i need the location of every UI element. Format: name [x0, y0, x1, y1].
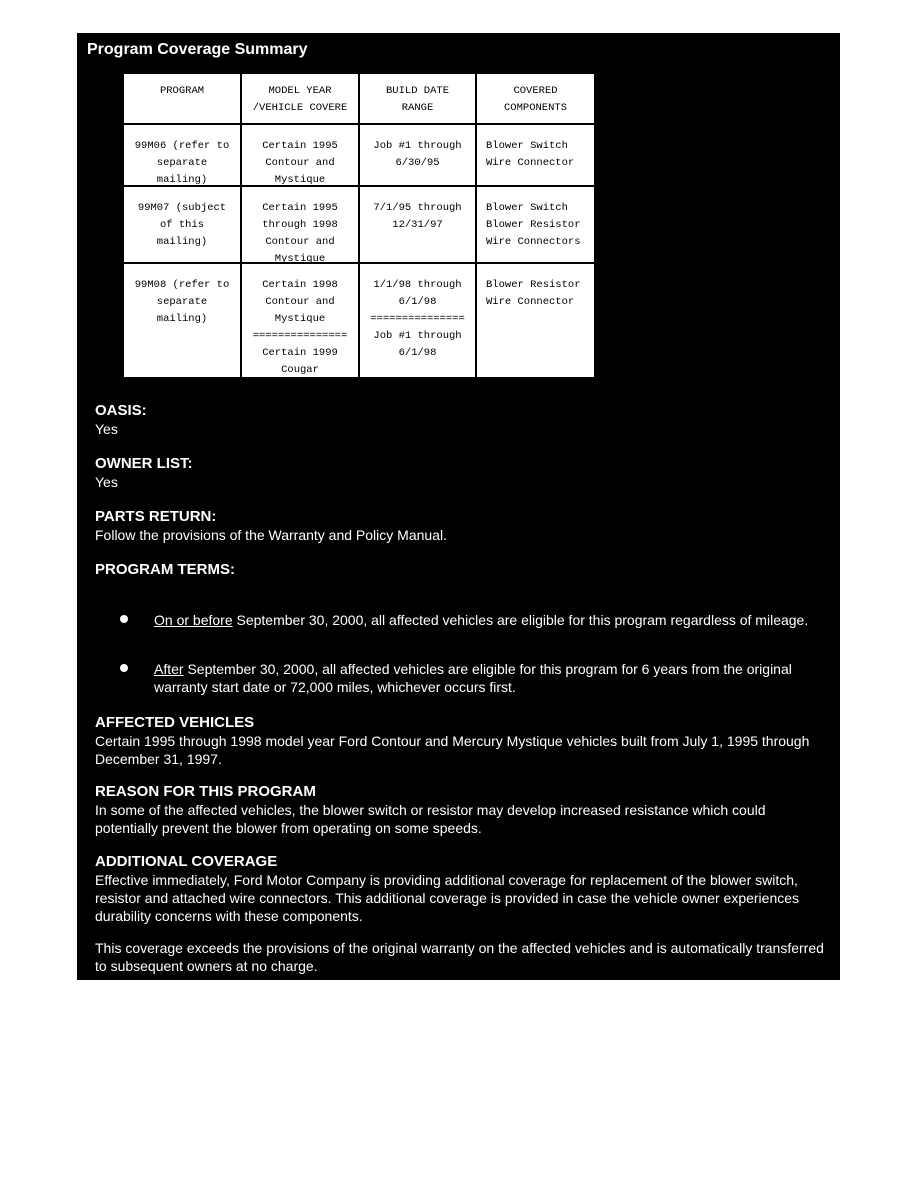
table-cell-program: [123, 186, 241, 263]
table-cell-line: Contour and: [265, 296, 335, 308]
parts-return-text: Follow the provisions of the Warranty and Policy Manual.: [95, 527, 447, 543]
table-cell-line: Certain 1995: [262, 202, 338, 214]
parts-return-heading: PARTS RETURN:: [95, 508, 217, 525]
table-cell-line: separate: [156, 296, 208, 308]
table-cell-line: 6/1/98: [398, 347, 437, 359]
table-cell-line: Blower Switch: [486, 140, 568, 152]
table-cell-line: BUILD DATE: [385, 85, 449, 97]
reason-section: [95, 783, 825, 837]
table-cell-line: COMPONENTS: [503, 102, 567, 114]
program-terms-heading: PROGRAM TERMS:: [95, 561, 235, 578]
terms-bullet-2: [154, 660, 834, 696]
table-cell-program: [123, 263, 241, 378]
table-cell-line: 99M07 (subject: [137, 202, 227, 214]
terms-bullet-1-lead: On or before: [154, 612, 233, 628]
table-cell-line: Blower Resistor: [486, 279, 581, 291]
table-cell-components: [476, 186, 595, 263]
terms-bullet-2-lead: After: [154, 661, 184, 677]
table-header-components: [476, 73, 595, 124]
table-cell-line: RANGE: [401, 102, 434, 114]
table-cell-line: mailing): [156, 313, 208, 325]
table-cell-line: Contour and: [265, 236, 335, 248]
table-cell-line: ===============: [370, 313, 465, 325]
table-cell-line: Contour and: [265, 157, 335, 169]
coverage-table: [123, 73, 595, 378]
affected-vehicles-heading: AFFECTED VEHICLES: [95, 714, 255, 731]
reason-heading: REASON FOR THIS PROGRAM: [95, 783, 316, 800]
table-cell-build-date: [359, 124, 476, 186]
table-cell-line: mailing): [156, 174, 208, 186]
table-cell-line: of this: [159, 219, 205, 231]
table-cell-line: PROGRAM: [159, 85, 205, 97]
table-cell-line: separate: [156, 157, 208, 169]
table-cell-line: COVERED: [513, 85, 558, 97]
table-cell-line: Wire Connector: [486, 157, 575, 169]
table-cell-model-year: [241, 263, 359, 378]
table-cell-line: 7/1/95 through: [373, 202, 462, 214]
table-cell-line: mailing): [156, 236, 208, 248]
table-cell-line: through 1998: [262, 219, 338, 231]
table-cell-line: 12/31/97: [392, 219, 443, 231]
terms-bullet-1-text: September 30, 2000, all affected vehicles are eligible for this program regardless of mileage.: [232, 612, 809, 628]
table-header-model-year: [241, 73, 359, 124]
owner-list-heading: OWNER LIST:: [95, 455, 193, 472]
table-cell-model-year: [241, 186, 359, 263]
page-title: Program Coverage Summary: [87, 41, 308, 58]
table-cell-build-date: [359, 263, 476, 378]
table-cell-line: 6/30/95: [395, 157, 440, 169]
table-cell-line: /VEHICLE COVERE: [252, 102, 348, 114]
table-cell-line: 6/1/98: [398, 296, 437, 308]
document-panel: [77, 33, 840, 980]
oasis-heading: OASIS:: [95, 402, 147, 419]
owner-list-value: Yes: [95, 474, 118, 490]
oasis-value: Yes: [95, 421, 118, 437]
table-cell-line: Mystique: [274, 174, 326, 186]
table-header-build-date: [359, 73, 476, 124]
table-cell-line: Certain 1999: [262, 347, 338, 359]
program-terms-section: [95, 561, 825, 579]
table-cell-line: Wire Connectors: [486, 236, 581, 248]
table-cell-build-date: [359, 186, 476, 263]
table-cell-line: Mystique: [274, 313, 326, 325]
table-cell-line: Wire Connector: [486, 296, 575, 308]
table-cell-line: Job #1 through: [373, 330, 462, 342]
table-cell-line: Cougar: [281, 364, 319, 376]
table-header-program: [123, 73, 241, 124]
bullet-icon: [120, 615, 128, 623]
additional-coverage-section: [95, 853, 825, 975]
table-cell-line: Mystique: [274, 253, 326, 265]
table-cell-line: Certain 1998: [262, 279, 338, 291]
table-cell-line: Blower Resistor: [486, 219, 581, 231]
table-cell-line: 1/1/98 through: [373, 279, 462, 291]
additional-coverage-text-2: This coverage exceeds the provisions of the original warranty on the affected vehicles and is automatically transferred to subsequent owners at no charge.: [95, 940, 824, 974]
table-cell-line: Certain 1995: [262, 140, 338, 152]
affected-vehicles-section: [95, 714, 825, 768]
affected-vehicles-text: Certain 1995 through 1998 model year Ford Contour and Mercury Mystique vehicles built from July 1, 1995 through December 31, 1997.: [95, 733, 810, 767]
table-cell-program: [123, 124, 241, 186]
reason-text: In some of the affected vehicles, the blower switch or resistor may develop increased resistance which could potentially prevent the blower from operating on some speeds.: [95, 802, 766, 836]
table-cell-components: [476, 263, 595, 378]
table-cell-line: 99M08 (refer to: [134, 279, 230, 291]
oasis-section: [95, 402, 825, 438]
table-cell-line: 99M06 (refer to: [134, 140, 230, 152]
table-cell-line: Blower Switch: [486, 202, 568, 214]
additional-coverage-text-1: Effective immediately, Ford Motor Company is providing additional coverage for replacement of the blower switch, resistor and attached wire connectors. This additional coverage is provided in case the vehicle owner experiences durability concerns with these components.: [95, 872, 800, 924]
additional-coverage-heading: ADDITIONAL COVERAGE: [95, 853, 278, 870]
table-cell-model-year: [241, 124, 359, 186]
terms-bullet-1: [154, 611, 834, 629]
table-cell-line: MODEL YEAR: [268, 85, 332, 97]
terms-bullet-2-text: September 30, 2000, all affected vehicles are eligible for this program for 6 years from the original warranty start date or 72,000 miles, whichever occurs first.: [154, 661, 792, 695]
table-cell-line: Job #1 through: [373, 140, 462, 152]
parts-return-section: [95, 508, 825, 544]
bullet-icon: [120, 664, 128, 672]
owner-list-section: [95, 455, 825, 491]
table-cell-components: [476, 124, 595, 186]
table-cell-line: ===============: [252, 330, 348, 342]
